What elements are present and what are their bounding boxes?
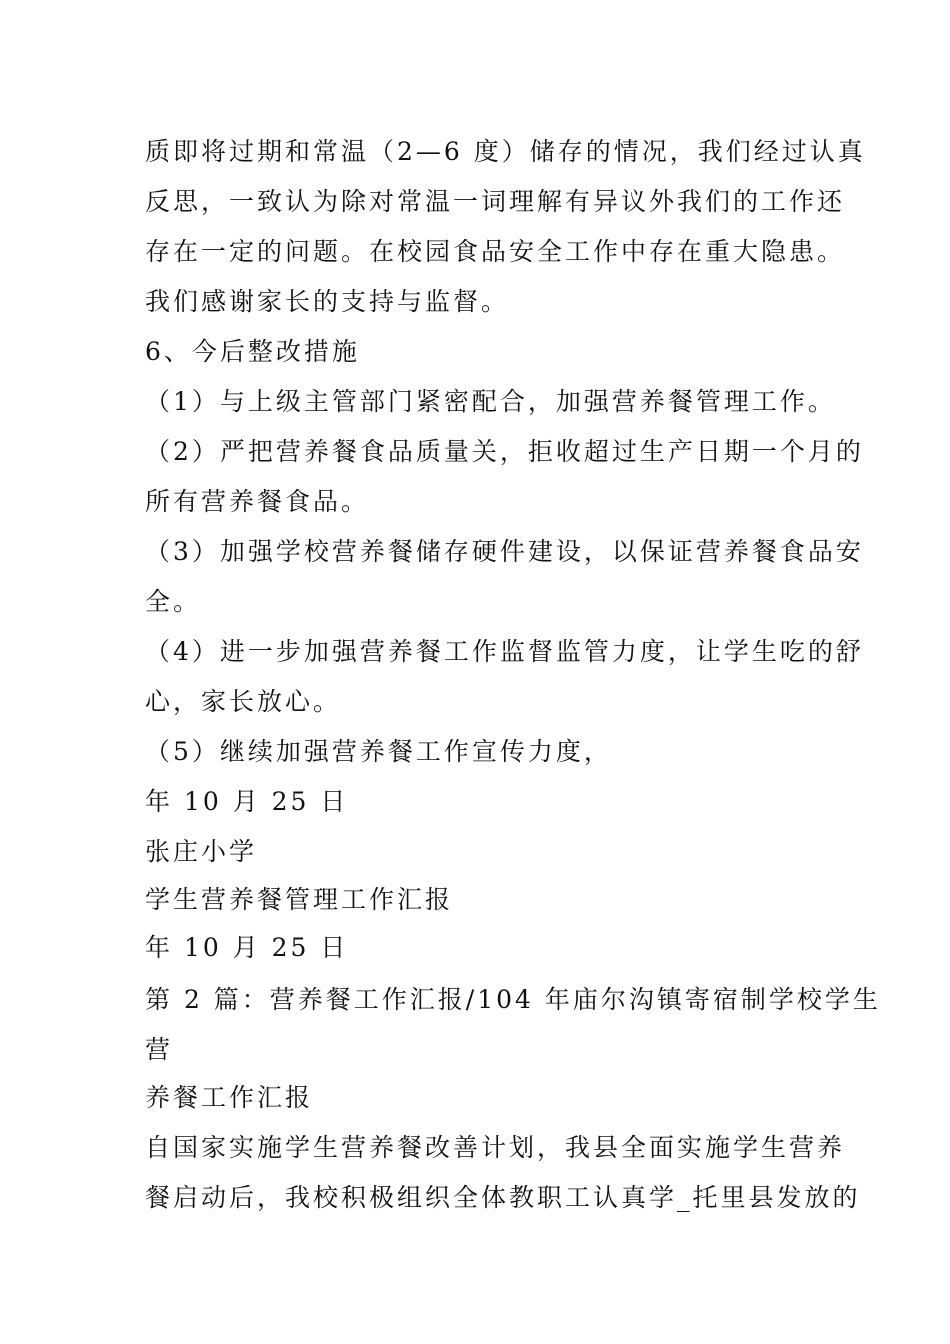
list-item-continuation: 全。 (145, 587, 202, 616)
article-heading-continuation: 营 (145, 1035, 174, 1064)
list-item: （3）加强学校营养餐储存硬件建设，以保证营养餐食品安 (145, 537, 864, 566)
paragraph-line: 存在一定的问题。在校园食品安全工作中存在重大隐患。 (145, 237, 846, 266)
list-item: （2）严把营养餐食品质量关，拒收超过生产日期一个月的 (145, 437, 864, 466)
article-heading-continuation: 养餐工作汇报 (145, 1083, 314, 1112)
school-name: 张庄小学 (145, 837, 258, 866)
paragraph-line: 我们感谢家长的支持与监督。 (145, 287, 510, 316)
paragraph-line: 反思，一致认为除对常温一词理解有异议外我们的工作还 (145, 187, 846, 216)
list-item-continuation: 所有营养餐食品。 (145, 487, 370, 516)
article-heading: 第 2 篇：营养餐工作汇报/104 年庙尔沟镇寄宿制学校学生 (145, 985, 881, 1014)
list-item: （5）继续加强营养餐工作宣传力度， (145, 737, 612, 766)
report-title: 学生营养餐管理工作汇报 (145, 885, 454, 914)
section-heading: 6、今后整改措施 (145, 337, 360, 366)
list-item: （1）与上级主管部门紧密配合，加强营养餐管理工作。 (145, 387, 836, 416)
date-line: 年 10 月 25 日 (145, 933, 349, 962)
paragraph-line: 质即将过期和常温（2—6 度）储存的情况，我们经过认真 (145, 137, 866, 166)
date-line: 年 10 月 25 日 (145, 787, 349, 816)
list-item-continuation: 心，家长放心。 (145, 687, 342, 716)
paragraph-line: 餐启动后，我校积极组织全体教职工认真学_托里县发放的 (145, 1183, 861, 1212)
paragraph-line: 自国家实施学生营养餐改善计划，我县全面实施学生营养 (145, 1133, 846, 1162)
list-item: （4）进一步加强营养餐工作监督监管力度，让学生吃的舒 (145, 637, 864, 666)
